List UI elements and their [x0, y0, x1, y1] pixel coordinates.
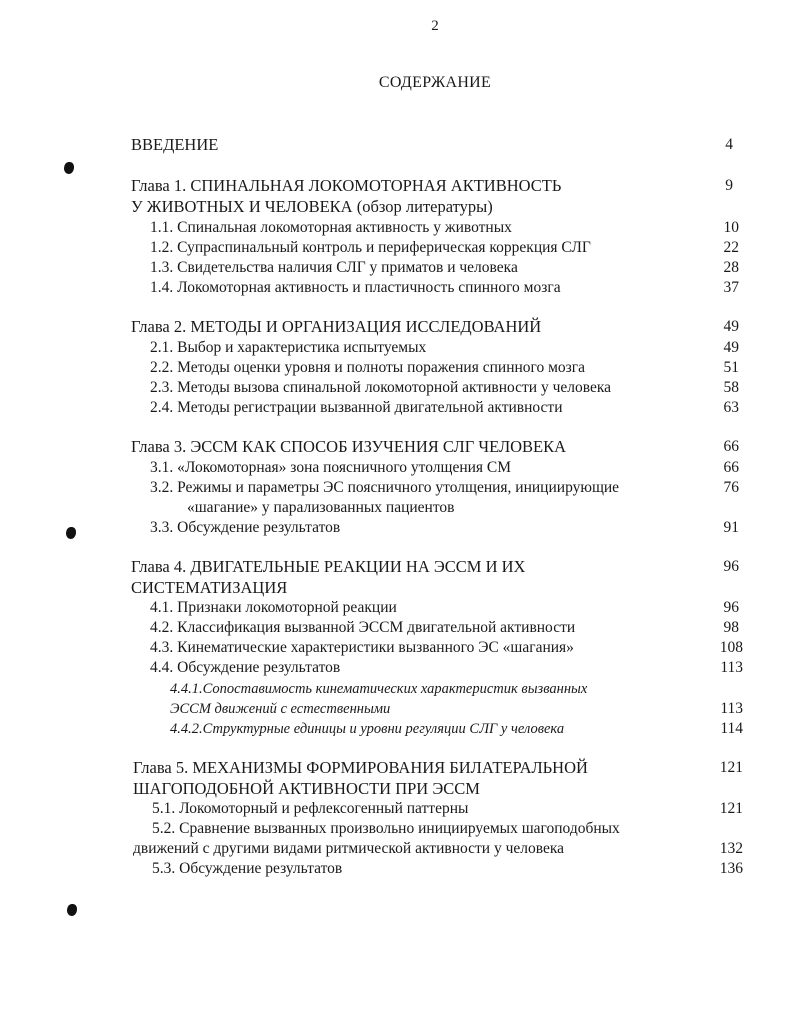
- toc-entry-page: 28: [723, 259, 739, 276]
- toc-entry-page: 76: [723, 479, 739, 496]
- toc-entry-page: 108: [719, 639, 743, 656]
- toc-entry-text: Глава 3. ЭССМ КАК СПОСОБ ИЗУЧЕНИЯ СЛГ ЧЕЛОВЕКА: [131, 437, 567, 456]
- toc-entry-page: 10: [723, 219, 739, 236]
- toc-entry-text: ШАГОПОДОБНОЙ АКТИВНОСТИ ПРИ ЭССМ: [133, 779, 480, 798]
- toc-entry-text: ЭССМ движений с естественными: [170, 701, 391, 717]
- toc-entry-text: Глава 4. ДВИГАТЕЛЬНЫЕ РЕАКЦИИ НА ЭССМ И ИХ: [131, 557, 526, 576]
- toc-entry-text: У ЖИВОТНЫХ И ЧЕЛОВЕКА (обзор литературы): [131, 197, 493, 216]
- toc-entry-text: 2.3. Методы вызова спинальной локомоторной активности у человека: [150, 379, 612, 396]
- toc-entry-page: 113: [720, 700, 743, 717]
- toc-entry-page: 66: [723, 438, 739, 455]
- toc-entry-text: 2.1. Выбор и характеристика испытуемых: [150, 339, 427, 356]
- toc-entry-page: 49: [723, 318, 739, 335]
- toc-entry-text: СИСТЕМАТИЗАЦИЯ: [131, 578, 288, 597]
- toc-entry-page: 58: [723, 379, 739, 396]
- toc-entry-text: 5.2. Сравнение вызванных произвольно инициируемых шагоподобных: [152, 820, 620, 837]
- toc-entry-page: 98: [723, 619, 739, 636]
- toc-entry-page: 63: [723, 399, 739, 416]
- toc-entry-page: 114: [720, 720, 743, 737]
- toc-entry-text: 4.3. Кинематические характеристики вызванного ЭС «шагания»: [150, 639, 574, 656]
- toc-entry-text: движений с другими видами ритмической активности у человека: [133, 840, 565, 857]
- toc-entry-page: 96: [723, 558, 739, 575]
- toc-entry-text: 4.1. Признаки локомоторной реакции: [150, 599, 397, 616]
- toc-entry-text: Глава 1. СПИНАЛЬНАЯ ЛОКОМОТОРНАЯ АКТИВНОСТЬ: [131, 176, 562, 195]
- page-title: СОДЕРЖАНИЕ: [378, 74, 492, 91]
- toc-entry-page: 51: [723, 359, 739, 376]
- toc-entry-page: 136: [719, 860, 743, 877]
- toc-entry-page: 91: [723, 519, 739, 536]
- toc-entry-page: 22: [723, 239, 739, 256]
- toc-entry-text: 3.3. Обсуждение результатов: [150, 519, 341, 536]
- toc-entry-text: 4.4.1.Сопоставимость кинематических характеристик вызванных: [170, 681, 588, 697]
- binder-hole-mark: [64, 162, 74, 174]
- toc-entry-text: 3.2. Режимы и параметры ЭС поясничного утолщения, инициирующие: [150, 479, 620, 496]
- toc-entry-text: 5.1. Локомоторный и рефлексогенный паттерны: [152, 800, 469, 817]
- toc-entry-text: 2.2. Методы оценки уровня и полноты поражения спинного мозга: [150, 359, 586, 376]
- toc-entry-text: 1.1. Спинальная локомоторная активность у животных: [150, 219, 512, 236]
- toc-entry-text: 4.4.2.Структурные единицы и уровни регуляции СЛГ у человека: [170, 721, 565, 737]
- toc-entry-text: 3.1. «Локомоторная» зона поясничного утолщения СМ: [150, 459, 512, 476]
- page-number: 2: [431, 18, 439, 34]
- toc-entry-text: 1.4. Локомоторная активность и пластичность спинного мозга: [150, 279, 561, 296]
- toc-entry-page: 49: [723, 339, 739, 356]
- toc-entry-text: Глава 5. МЕХАНИЗМЫ ФОРМИРОВАНИЯ БИЛАТЕРАЛЬНОЙ: [133, 758, 588, 777]
- toc-entry-page: 66: [723, 459, 739, 476]
- toc-entry-text: 2.4. Методы регистрации вызванной двигательной активности: [150, 399, 563, 416]
- toc-entry-text: Глава 2. МЕТОДЫ И ОРГАНИЗАЦИЯ ИССЛЕДОВАНИЙ: [131, 317, 542, 336]
- binder-hole-mark: [66, 527, 76, 539]
- toc-entry-text: 1.2. Супраспинальный контроль и периферическая коррекция СЛГ: [150, 239, 591, 256]
- toc-entry-page: 96: [723, 599, 739, 616]
- toc-entry-text: 4.2. Классификация вызванной ЭССМ двигательной активности: [150, 619, 576, 636]
- binder-hole-mark: [67, 904, 77, 916]
- toc-entry-page: 9: [725, 177, 733, 194]
- toc-entry-text: 1.3. Свидетельства наличия СЛГ у приматов и человека: [150, 259, 518, 276]
- toc-entry-text: 4.4. Обсуждение результатов: [150, 659, 341, 676]
- toc-entry-page: 4: [725, 136, 733, 153]
- toc-entry-text: «шагание» у парализованных пациентов: [187, 499, 455, 516]
- toc-entry-page: 121: [719, 759, 743, 776]
- toc-entry-text: ВВЕДЕНИЕ: [131, 135, 219, 154]
- toc-entry-page: 132: [719, 840, 743, 857]
- toc-entry-text: 5.3. Обсуждение результатов: [152, 860, 343, 877]
- toc-entry-page: 113: [720, 659, 743, 676]
- toc-entry-page: 121: [719, 800, 743, 817]
- toc-entry-page: 37: [723, 279, 739, 296]
